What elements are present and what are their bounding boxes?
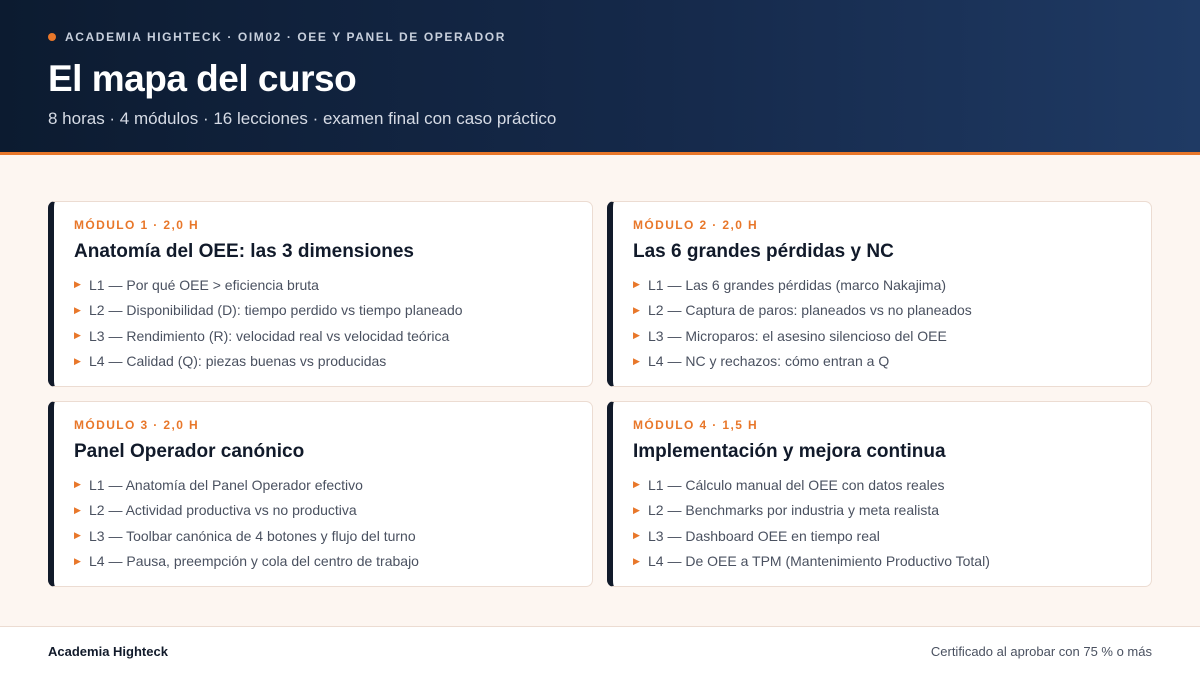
lesson-item	[74, 298, 592, 324]
lesson-item	[633, 498, 1151, 524]
certificate-note: Certificado al aprobar con 75 % o más	[930, 644, 1152, 659]
eyebrow-text: ACADEMIA HIGHTECK · OIM02 · OEE Y PANEL DE OPERADOR	[65, 30, 506, 44]
lesson-item	[633, 549, 1151, 575]
lesson-item	[74, 523, 592, 549]
lesson-item	[74, 498, 592, 524]
lesson-label: L2 — Actividad productiva vs no productiva	[89, 502, 357, 519]
lesson-label: L4 — Pausa, preempción y cola del centro de trabajo	[89, 553, 419, 570]
eyebrow	[48, 30, 506, 44]
lesson-label: L4 — NC y rechazos: cómo entran a Q	[648, 353, 890, 370]
page-subtitle: 8 horas · 4 módulos · 16 lecciones · examen final con caso práctico	[48, 109, 557, 128]
lesson-label: L3 — Toolbar canónica de 4 botones y flujo del turno	[89, 527, 416, 544]
lesson-label: L2 — Captura de paros: planeados vs no planeados	[648, 302, 972, 319]
lesson-label: L4 — Calidad (Q): piezas buenas vs producidas	[89, 353, 387, 370]
lesson-label: L3 — Microparos: el asesino silencioso del OEE	[648, 327, 947, 344]
lesson-list	[633, 272, 1151, 374]
triangle-right-icon: ▶	[633, 304, 640, 315]
footer	[0, 626, 1200, 675]
lesson-list	[633, 472, 1151, 574]
triangle-right-icon: ▶	[74, 555, 81, 566]
lesson-list	[74, 272, 592, 374]
lesson-item	[74, 349, 592, 375]
triangle-right-icon: ▶	[633, 355, 640, 366]
module-card-4	[607, 401, 1152, 587]
triangle-right-icon: ▶	[633, 555, 640, 566]
lesson-item	[633, 472, 1151, 498]
lesson-label: L3 — Rendimiento (R): velocidad real vs velocidad teórica	[89, 327, 450, 344]
lesson-item	[633, 523, 1151, 549]
triangle-right-icon: ▶	[74, 530, 81, 541]
lesson-item	[633, 349, 1151, 375]
lesson-label: L1 — Las 6 grandes pérdidas (marco Nakajima)	[648, 276, 947, 293]
triangle-right-icon: ▶	[74, 504, 81, 515]
triangle-right-icon: ▶	[633, 479, 640, 490]
module-title: Implementación y mejora continua	[633, 441, 946, 462]
lesson-item	[74, 549, 592, 575]
triangle-right-icon: ▶	[74, 479, 81, 490]
header	[0, 0, 1200, 155]
page-title: El mapa del curso	[48, 58, 357, 99]
module-meta: MÓDULO 1 · 2,0 H	[74, 218, 200, 232]
triangle-right-icon: ▶	[633, 279, 640, 290]
circle-icon	[48, 33, 56, 41]
lesson-list	[74, 472, 592, 574]
lesson-item	[74, 272, 592, 298]
lesson-label: L3 — Dashboard OEE en tiempo real	[648, 527, 880, 544]
module-meta: MÓDULO 3 · 2,0 H	[74, 418, 200, 432]
module-card-1	[48, 201, 593, 387]
footer-brand: Academia Highteck	[48, 644, 168, 659]
lesson-label: L2 — Disponibilidad (D): tiempo perdido vs tiempo planeado	[89, 302, 463, 319]
lesson-label: L4 — De OEE a TPM (Mantenimiento Productivo Total)	[648, 553, 990, 570]
triangle-right-icon: ▶	[74, 279, 81, 290]
triangle-right-icon: ▶	[633, 530, 640, 541]
lesson-label: L1 — Por qué OEE > eficiencia bruta	[89, 276, 319, 293]
lesson-item	[633, 323, 1151, 349]
lesson-item	[633, 272, 1151, 298]
module-title: Las 6 grandes pérdidas y NC	[633, 241, 894, 262]
module-title: Panel Operador canónico	[74, 441, 305, 462]
lesson-item	[74, 472, 592, 498]
module-meta: MÓDULO 4 · 1,5 H	[633, 418, 759, 432]
lesson-item	[633, 298, 1151, 324]
lesson-label: L2 — Benchmarks por industria y meta realista	[648, 502, 940, 519]
triangle-right-icon: ▶	[74, 304, 81, 315]
module-meta: MÓDULO 2 · 2,0 H	[633, 218, 759, 232]
module-card-2	[607, 201, 1152, 387]
lesson-label: L1 — Cálculo manual del OEE con datos reales	[648, 476, 945, 493]
lesson-item	[74, 323, 592, 349]
module-card-3	[48, 401, 593, 587]
triangle-right-icon: ▶	[633, 330, 640, 341]
triangle-right-icon: ▶	[633, 504, 640, 515]
lesson-label: L1 — Anatomía del Panel Operador efectivo	[89, 476, 363, 493]
triangle-right-icon: ▶	[74, 355, 81, 366]
module-title: Anatomía del OEE: las 3 dimensiones	[74, 241, 414, 262]
triangle-right-icon: ▶	[74, 330, 81, 341]
